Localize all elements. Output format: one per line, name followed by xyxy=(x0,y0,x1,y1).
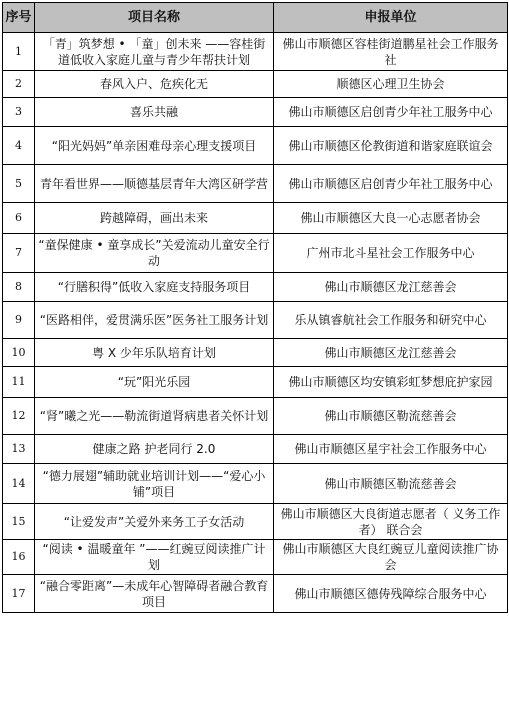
row-project-name: “医路相伴，爱贯满乐医”医务社工服务计划 xyxy=(35,302,274,339)
row-unit: 广州市北斗星社会工作服务中心 xyxy=(274,234,508,273)
row-project-name: “玩”阳光乐园 xyxy=(35,367,274,398)
table-row xyxy=(3,435,508,464)
row-unit: 佛山市顺德区伦教街道和谐家庭联谊会 xyxy=(274,127,508,165)
row-unit: 佛山市顺德区容桂街道鹏星社会工作服务社 xyxy=(274,33,508,71)
table-row xyxy=(3,234,508,273)
table-row xyxy=(3,575,508,613)
row-index: 13 xyxy=(3,435,35,464)
row-project-name: “融合零距离”—未成年心智障碍者融合教育项目 xyxy=(35,575,274,613)
row-index: 8 xyxy=(3,273,35,302)
row-unit: 佛山市顺德区大良街道志愿者（ 义务工作者） 联合会 xyxy=(274,504,508,540)
row-project-name: “行膳积得”低收入家庭支持服务项目 xyxy=(35,273,274,302)
row-index: 16 xyxy=(3,540,35,575)
row-project-name: 青年看世界——顺德基层青年大湾区研学营 xyxy=(35,165,274,203)
row-index: 11 xyxy=(3,367,35,398)
table-row xyxy=(3,203,508,234)
row-project-name: “阳光妈妈”单亲困难母亲心理支援项目 xyxy=(35,127,274,165)
row-unit: 佛山市顺德区启创青少年社工服务中心 xyxy=(274,98,508,127)
table-row xyxy=(3,71,508,98)
row-index: 10 xyxy=(3,339,35,367)
row-project-name: “童保健康 • 童享成长”关爱流动儿童安全行动 xyxy=(35,234,274,273)
row-index: 6 xyxy=(3,203,35,234)
row-index: 9 xyxy=(3,302,35,339)
row-project-name: 健康之路 护老同行 2.0 xyxy=(35,435,274,464)
row-unit: 佛山市顺德区星宇社会工作服务中心 xyxy=(274,435,508,464)
table-row xyxy=(3,273,508,302)
table-row xyxy=(3,398,508,435)
row-unit: 佛山市顺德区德俦残障综合服务中心 xyxy=(274,575,508,613)
row-unit: 佛山市顺德区龙江慈善会 xyxy=(274,339,508,367)
row-unit: 佛山市顺德区均安镇彩虹梦想庇护家园 xyxy=(274,367,508,398)
row-unit: 佛山市顺德区大良红豌豆儿童阅读推广协会 xyxy=(274,540,508,575)
row-unit: 乐从镇睿航社会工作服务和研究中心 xyxy=(274,302,508,339)
row-index: 17 xyxy=(3,575,35,613)
header-project-name: 项目名称 xyxy=(35,3,274,33)
table-row xyxy=(3,98,508,127)
row-project-name: 「青」筑梦想 • 「童」创未来 ——容桂街道低收入家庭儿童与青少年帮扶计划 xyxy=(35,33,274,71)
row-project-name: 喜乐共融 xyxy=(35,98,274,127)
row-index: 2 xyxy=(3,71,35,98)
table-row xyxy=(3,540,508,575)
row-index: 7 xyxy=(3,234,35,273)
table-header-row xyxy=(3,3,508,33)
table-row xyxy=(3,464,508,504)
row-project-name: “让爱发声”关爱外来务工子女活动 xyxy=(35,504,274,540)
row-index: 1 xyxy=(3,33,35,71)
row-project-name: 跨越障碍，画出未来 xyxy=(35,203,274,234)
row-unit: 佛山市顺德区龙江慈善会 xyxy=(274,273,508,302)
row-unit: 佛山市顺德区勒流慈善会 xyxy=(274,398,508,435)
header-unit: 申报单位 xyxy=(274,3,508,33)
table-row xyxy=(3,127,508,165)
table-row xyxy=(3,367,508,398)
row-project-name: “阅读 • 温暖童年 ”——红豌豆阅读推广计划 xyxy=(35,540,274,575)
row-project-name: 春风入户、危疾化无 xyxy=(35,71,274,98)
header-index: 序号 xyxy=(3,3,35,33)
table-row xyxy=(3,339,508,367)
row-index: 14 xyxy=(3,464,35,504)
row-unit: 佛山市顺德区启创青少年社工服务中心 xyxy=(274,165,508,203)
row-project-name: “肾”曦之光——勒流街道肾病患者关怀计划 xyxy=(35,398,274,435)
row-index: 15 xyxy=(3,504,35,540)
row-index: 4 xyxy=(3,127,35,165)
row-project-name: “德力展翅”辅助就业培训计划——“爱心小铺”项目 xyxy=(35,464,274,504)
row-unit: 佛山市顺德区勒流慈善会 xyxy=(274,464,508,504)
row-index: 12 xyxy=(3,398,35,435)
table-row xyxy=(3,504,508,540)
row-unit: 佛山市顺德区大良一心志愿者协会 xyxy=(274,203,508,234)
row-project-name: 粤 X 少年乐队培育计划 xyxy=(35,339,274,367)
project-table xyxy=(2,2,508,613)
row-unit: 顺德区心理卫生协会 xyxy=(274,71,508,98)
table-row xyxy=(3,33,508,71)
table-row xyxy=(3,165,508,203)
row-index: 5 xyxy=(3,165,35,203)
row-index: 3 xyxy=(3,98,35,127)
table-row xyxy=(3,302,508,339)
